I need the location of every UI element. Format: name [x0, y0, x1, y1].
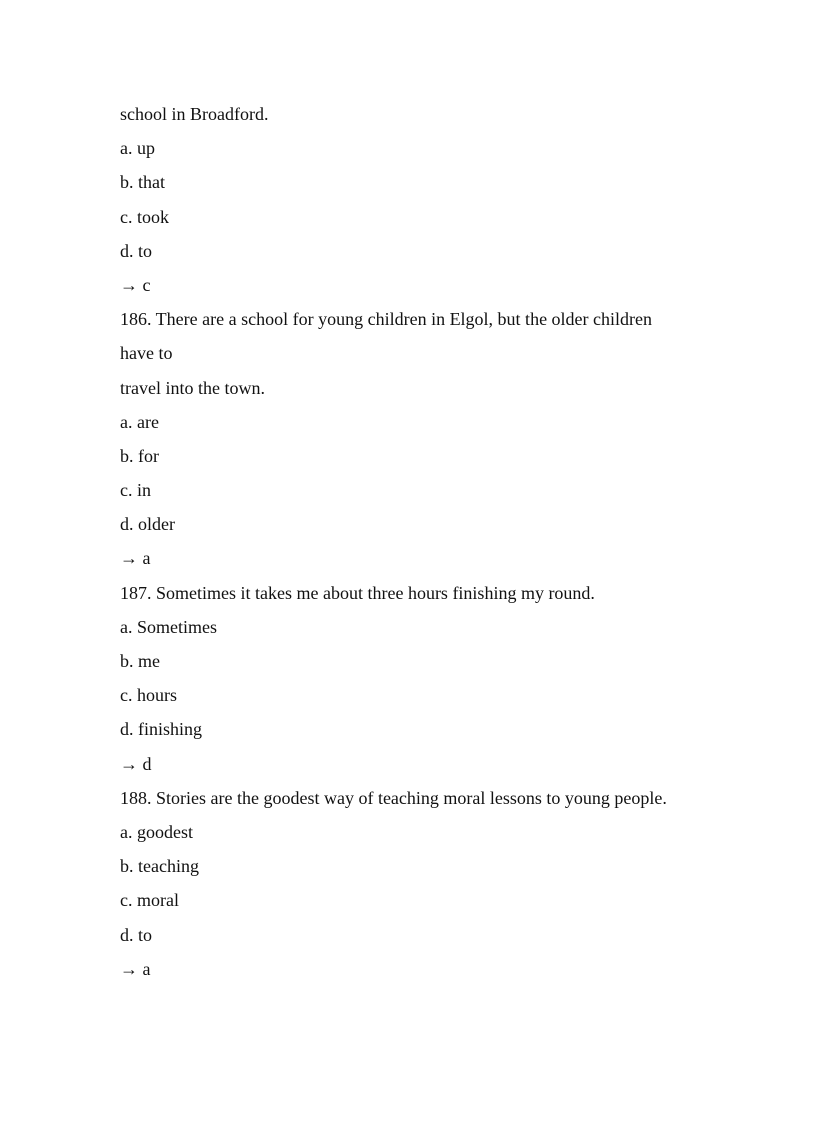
answer-option: a. are [120, 411, 159, 432]
answer-option: a. goodest [120, 821, 193, 842]
question-text: 188. Stories are the goodest way of teaching moral lessons to young people. [120, 787, 667, 808]
answer-option: b. teaching [120, 856, 199, 877]
question-text: 186. There are a school for young children in Elgol, but the older children [120, 309, 653, 330]
answer-key: → c [120, 274, 151, 295]
document-body [120, 100, 740, 989]
answer-key: → d [120, 753, 152, 774]
text-line: school in Broadford. [120, 104, 269, 124]
answer-option: c. moral [120, 890, 179, 911]
question-text: travel into the town. [120, 377, 265, 398]
answer-option: d. older [120, 514, 175, 535]
answer-option: b. me [120, 651, 160, 671]
answer-option: c. took [120, 206, 169, 227]
answer-option: d. to [120, 924, 153, 945]
answer-option: c. in [120, 480, 151, 501]
answer-option: c. hours [120, 685, 177, 706]
answer-option: a. Sometimes [120, 616, 217, 637]
question-text: have to [120, 343, 173, 364]
answer-option: d. finishing [120, 719, 203, 740]
answer-option: b. for [120, 445, 159, 466]
answer-option: d. to [120, 240, 153, 261]
answer-option: b. that [120, 172, 165, 193]
answer-key: → a [120, 548, 151, 569]
answer-key: → a [120, 958, 151, 979]
answer-option: a. up [120, 138, 155, 159]
question-text: 187. Sometimes it takes me about three hours finishing my round. [120, 582, 595, 603]
